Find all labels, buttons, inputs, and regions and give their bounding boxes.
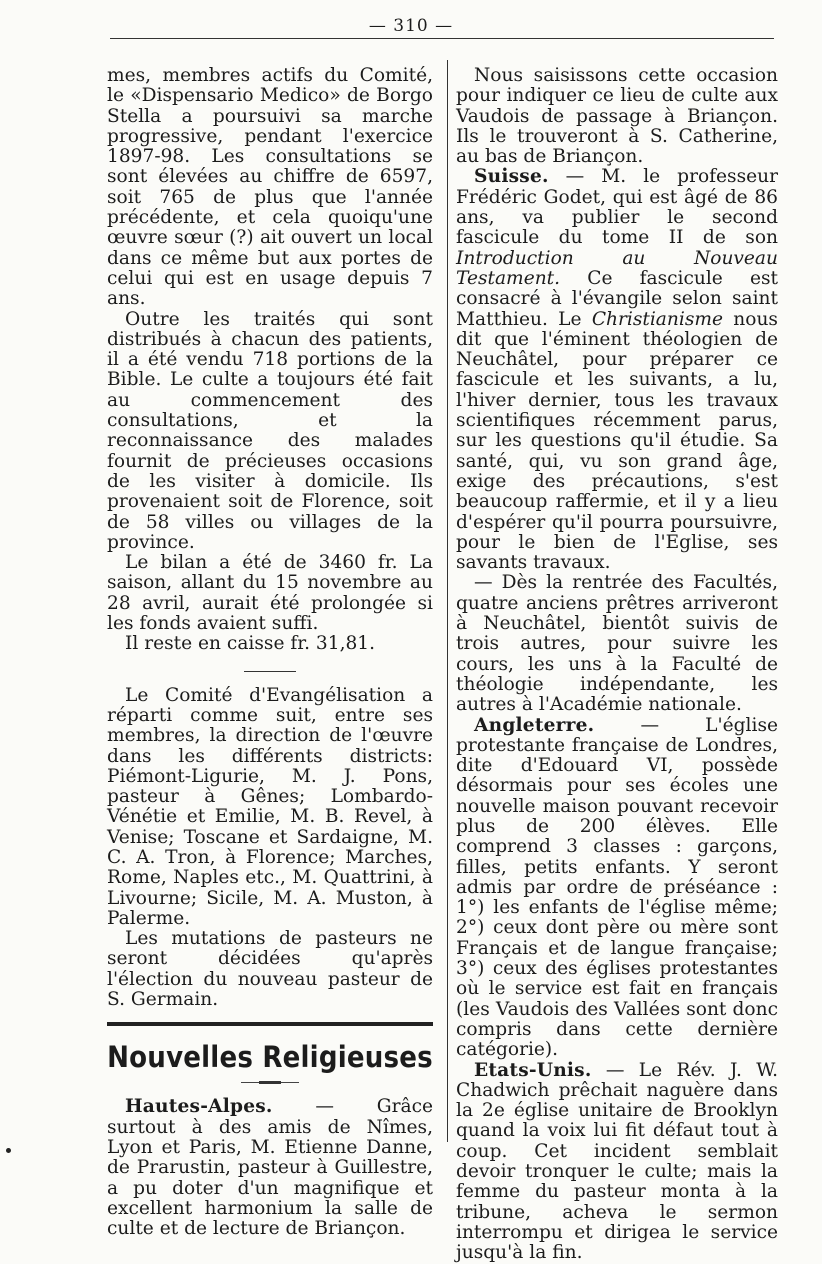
etats-unis-lead: Etats-Unis. <box>474 1059 592 1081</box>
left-paragraph-1: mes, membres actifs du Comité, le «Dispensario Medico» de Borgo Stella a poursuivi sa marche progressive, pendant l'exercice 1897-98. Les consultations se sont élevées au chiffre de 6597, soit 765 de plus que l'année précédente, et cela quoiqu'une œuvre sœur (?) ait ouvert un local dans ce même but aux portes de celui qui est en usage depuis 7 ans. <box>107 65 433 310</box>
right-paragraph-1: Nous saisissons cette occasion pour indiquer ce lieu de culte aux Vaudois de passage à Briançon. Ils le trouveront à S. Catherine, au bas de Briançon. <box>456 65 778 168</box>
angleterre-lead: Angleterre. <box>474 714 595 736</box>
angleterre-paragraph <box>456 716 778 1061</box>
left-paragraph-5: Le Comité d'Evangélisation a réparti comme suit, entre ses membres, la direction de l'œuvre dans les différents districts: Piémont-Ligurie, M. J. Pons, pasteur à Gênes; Lombardo-Vénétie et Emilie, M. B. Revel, à Venise; Toscane et Sardaigne, M. C. A. Tron, à Florence; Marches, Rome, Naples etc., M. Quattrini, à Livourne; Sicile, M. A. Muston, à Palerme. <box>107 684 433 929</box>
left-paragraph-3: Le bilan a été de 3460 fr. La saison, allant du 15 novembre au 28 avril, aurait été prolongée si les fonds avaient suffi. <box>107 552 433 635</box>
hautes-alpes-paragraph <box>107 1097 433 1239</box>
etats-unis-paragraph <box>456 1061 778 1264</box>
left-paragraph-2: Outre les traités qui sont distribués à chacun des patients, il a été vendu 718 portions de la Bible. Le culte a toujours été fait au commencement des consultations, et la reconnaissance des malades fournit de précieuses occasions de les visiter à domicile. Ils provenaient soit de Florence, soit de 58 villes ou villages de la province. <box>107 308 433 553</box>
short-separator <box>244 671 296 672</box>
suisse-journal-title: Christianisme <box>591 308 723 330</box>
suisse-text-b: Ce fascicule est consacré à l'évangile selon saint Matthieu. Le <box>456 267 778 330</box>
suisse-text-c: nous dit que l'éminent théologien de Neuchâtel, pour préparer ce fascicule et les suivants, a lu, l'hiver dernier, tous les travaux scientifiques récemment parus, sur les questions qu'il étudie. Sa santé, qui, vu son grand âge, exige des précautions, s'est beaucoup raffermie, et il y a lieu d'espérer qu'il pourra poursuivre, pour le bien de l'Eglise, ses savants travaux. <box>456 308 778 574</box>
suisse-text-a: — M. le professeur Frédéric Godet, qui est âgé de 86 ans, va publier le second fascicule du tome II de son <box>456 166 778 249</box>
title-ornament <box>241 1082 299 1083</box>
etats-unis-body: — Le Rév. J. W. Chadwich prêchait naguère dans la 2e église unitaire de Brooklyn quand la voix lui fit défaut tout à coup. Cet incident semblait devoir tronquer le culte; mais la femme du pasteur monta à la tribune, acheva le sermon interrompu et dirigea le service jusqu'à la fin. <box>456 1059 778 1264</box>
suisse-book-title: Introduction au Nouveau Testament. <box>456 247 778 289</box>
column-divider <box>447 60 448 1142</box>
left-column <box>107 66 433 1239</box>
section-rule <box>107 1022 433 1026</box>
section-title: Nouvelles Religieuses <box>107 1040 433 1075</box>
facultes-paragraph: — Dès la rentrée des Facultés, quatre anciens prêtres arriveront à Neuchâtel, bientôt suivis de trois autres, pour suivre les cours, les uns à la Faculté de théologie indépendante, les autres à l'Académie nationale. <box>456 572 778 716</box>
angleterre-body: — L'église protestante française de Londres, dite d'Edouard VI, possède désormais pour ses écoles une nouvelle maison pouvant recevoir plus de 200 élèves. Elle comprend 3 classes : garçons, filles, petits enfants. Y seront admis par ordre de préséance : 1°) les enfants de l'église même; 2°) ceux dont père ou mère sont Français et de langue française; 3°) ceux des églises protestantes où le service est fait en français (les Vaudois des Vallées sont donc compris dans cette dernière catégorie). <box>456 714 778 1061</box>
left-paragraph-6: Les mutations de pasteurs ne seront décidées qu'après l'élection du nouveau pasteur de S. Germain. <box>107 928 433 1011</box>
header-rule <box>110 38 774 39</box>
left-paragraph-4: Il reste en caisse fr. 31,81. <box>125 633 376 655</box>
suisse-lead: Suisse. <box>474 166 549 188</box>
margin-dot <box>6 1148 11 1153</box>
hautes-alpes-body: — Grâce surtout à des amis de Nîmes, Lyon et Paris, M. Etienne Danne, de Prarustin, pasteur à Guillestre, a pu doter d'un magnifique et excellent harmonium la salle de culte et de lecture de Briançon. <box>107 1096 433 1240</box>
hautes-alpes-lead: Hautes-Alpes. <box>125 1096 273 1118</box>
page-number: — 310 — <box>368 16 454 36</box>
right-column <box>456 66 778 1264</box>
suisse-paragraph <box>456 167 778 573</box>
